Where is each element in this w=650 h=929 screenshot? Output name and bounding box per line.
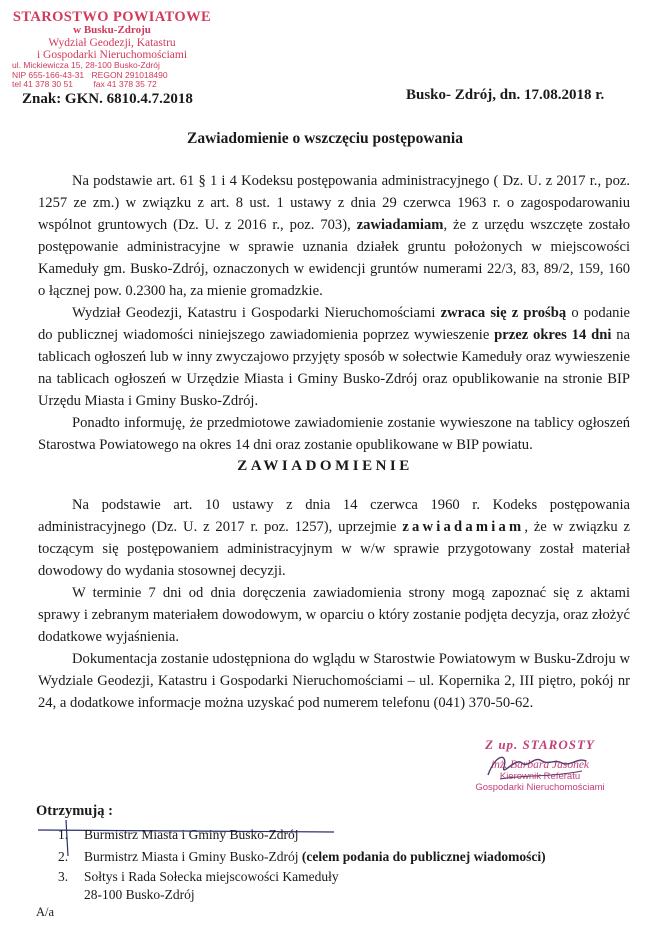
n2p1-bold: zawiadamiam: [402, 519, 525, 535]
n1p1-bold: zawiadamiam: [356, 217, 444, 233]
recipient-3: [58, 868, 339, 886]
stamp-phones: [12, 80, 212, 90]
notice-2-title: ZAWIADOMIENIE: [237, 458, 413, 474]
reference-number: Znak: GKN. 6810.4.7.2018: [22, 91, 193, 107]
signature-role-2: Gospodarki Nieruchomościami: [475, 782, 605, 794]
n1p1-text-a: Na podstawie art. 61 § 1 i 4 Kodeksu postępowania administracyjnego ( Dz. U. z 2017 r., poz. 1257 ze zm.) w związku z art. 8 ust. 1 ustawy z dnia 29 czerwca 1963 r. o zagospodarowaniu wspólnot gruntowych (Dz. U. z 2016 r., poz. 703),: [38, 173, 630, 233]
stamp-line-3: Wydział Geodezji, Katastru: [48, 36, 176, 49]
n1p1-text-c: , że z urzędu wszczęte zostało postępowanie administracyjne w sprawie uznania działek gruntu położonych w miejscowości Kameduły gm. Busko-Zdrój, oznaczonych w ewidencji gruntów numerami 22/3, 83, 89/2, 159, 160 o łącznej pow. 0.2300 ha, za mienie gromadzkie.: [38, 217, 630, 299]
recipient-2: [58, 848, 546, 866]
signature-role-1: Kierownik Referatu: [499, 771, 581, 782]
signature-name: inż. Barbara Jasonek: [490, 759, 590, 771]
n1p2-text-e: na tablicach ogłoszeń lub w inny zwyczajowo przyjęty sposób w sołectwie Kameduły oraz wywieszenie na tablicach ogłoszeń w Urzędzie Miasta i Gminy Busko-Zdrój oraz opublikowanie na stronie BIP Urzędu Miasta i Gminy Busko-Zdrój.: [38, 327, 630, 409]
handwritten-signature: [482, 749, 592, 785]
signature-stamp: [440, 737, 640, 794]
stamp-fax: fax 41 378 35 72: [93, 79, 157, 90]
stamp-address: ul. Mickiewicza 15, 28-100 Busko-Zdrój: [12, 59, 160, 70]
recipient-2-purpose: (celem podania do publicznej wiadomości): [301, 849, 546, 864]
recipient-1-text: Burmistrz Miasta i Gminy Busko-Zdrój: [84, 827, 299, 842]
office-stamp: [12, 10, 212, 90]
stamp-line-1: STAROSTWO POWIATOWE: [12, 9, 212, 25]
stamp-line-4: i Gospodarki Nieruchomościami: [36, 48, 188, 61]
notice-1-paragraph-1: [38, 170, 630, 302]
notice-1-paragraph-3: Ponadto informuję, że przedmiotowe zawiadomienie zostanie wywieszone na tablicy ogłoszeń Starostwa Powiatowego na okres 14 dni oraz zostanie opublikowane w BIP powiatu.: [38, 415, 630, 453]
n1p2-text-c: o podanie do publicznej wiadomości niniejszego zawiadomienia poprzez wywieszenie: [38, 305, 630, 343]
notice-2-paragraph-2: W terminie 7 dni od dnia doręczenia zawiadomienia strony mogą zapoznać się z aktami sprawy i zebranym materiałem dowodowym, w oparciu o który zostanie podjęta decyzja, oraz złożyć dodatkowe wyjaśnienia.: [38, 585, 630, 645]
recipient-3-text: Sołtys i Rada Sołecka miejscowości Kameduły: [84, 869, 339, 884]
signature-authority: Z up. STAROSTY: [485, 737, 595, 752]
recipient-1-number: 1.: [58, 827, 69, 842]
n1p2-bold-request: zwraca się z prośbą: [440, 305, 567, 321]
recipient-1: [58, 826, 298, 844]
stamp-line-2: w Busku-Zdroju: [73, 24, 151, 37]
recipient-2-number: 2.: [58, 849, 69, 864]
recipients-title: Otrzymują :: [36, 803, 113, 819]
recipient-3-number: 3.: [58, 869, 69, 884]
file-mark: A/a: [36, 905, 55, 919]
n2p1-text-a: Na podstawie art. 10 ustawy z dnia 14 czerwca 1960 r. Kodeks postępowania administracyjnego (Dz. U. z 2017 r. poz. 1257), uprzejmie: [38, 497, 630, 535]
recipient-3-address: 28-100 Busko-Zdrój: [84, 887, 195, 902]
notice-1-paragraph-2: [38, 302, 630, 412]
stamp-regon: REGON 291018490: [91, 69, 168, 80]
n1p2-bold-period: przez okres 14 dni: [494, 327, 612, 343]
n1p2-text-a: Wydział Geodezji, Katastru i Gospodarki Nieruchomościami: [72, 305, 441, 321]
notice-2-paragraph-1: [38, 494, 630, 582]
notice-2-paragraph-3: Dokumentacja zostanie udostępniona do wglądu w Starostwie Powiatowym w Busku-Zdroju w Wydziale Geodezji, Katastru i Gospodarki Nieruchomościami – ul. Kopernika 2, III piętro, pokój nr 24, a dodatkowe informacje można uzyskać pod numerem telefonu (041) 370-50-62.: [38, 651, 630, 711]
stamp-tel: tel 41 378 30 51: [12, 79, 73, 90]
notice-1-title: Zawiadomienie o wszczęciu postępowania: [187, 130, 463, 147]
stamp-nip: NIP 655-166-43-31: [12, 69, 85, 80]
n2p1-text-c: , że w związku z toczącym się postępowaniem administracyjnym w w/w sprawie przygotowany został materiał dowodowy do wydania stosownej decyzji.: [38, 519, 630, 579]
place-date: Busko- Zdrój, dn. 17.08.2018 r.: [406, 87, 605, 103]
recipient-2-text: Burmistrz Miasta i Gminy Busko-Zdrój: [84, 849, 302, 864]
